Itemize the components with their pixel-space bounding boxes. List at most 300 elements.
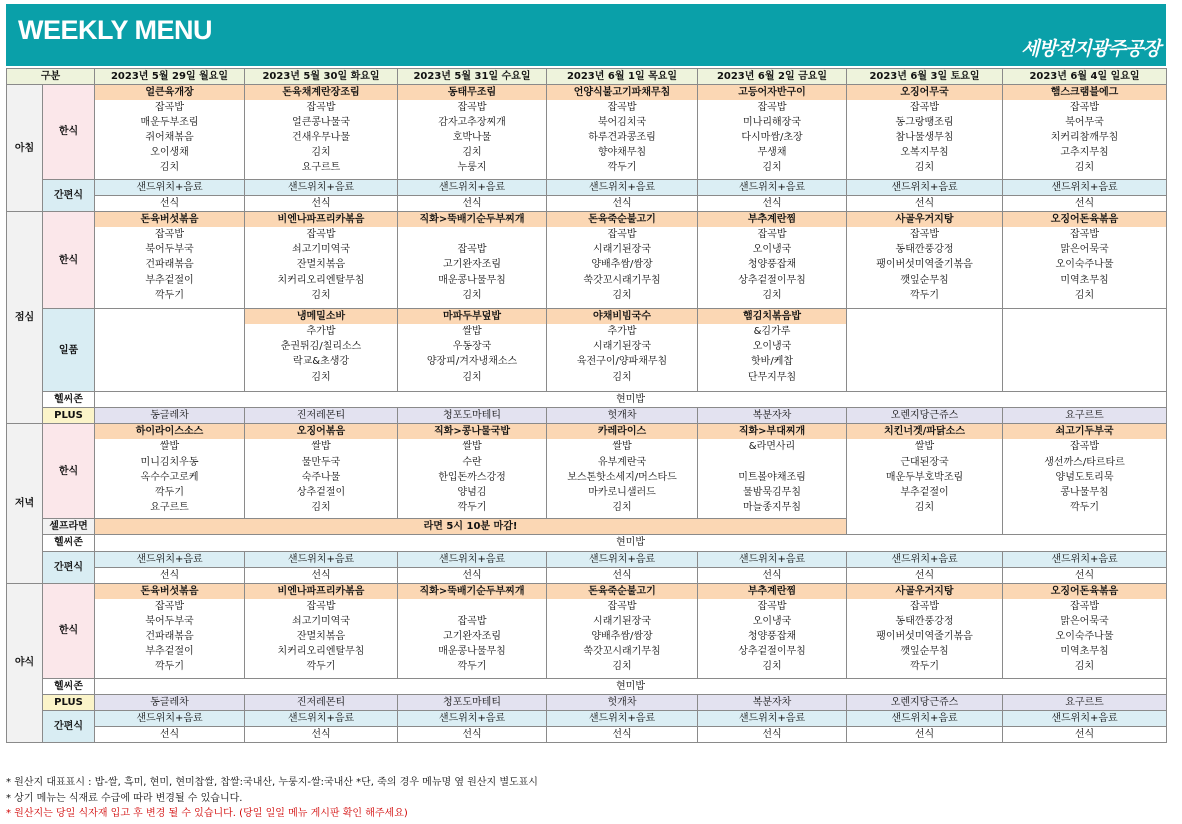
menu-item: 잡곡밥 [306,229,336,241]
menu-item: 미트볼야채조림 [738,471,806,483]
menu-item: 다시마쌈/초장 [741,132,803,144]
menu-item: 콩나물무침 [1060,486,1109,498]
menu-item: 깍두기 [457,661,487,673]
menu-item: 잡곡밥 [155,102,184,114]
plus-item: 진저레몬티 [245,694,398,710]
snack-item: 선식 [1003,567,1167,583]
menu-item: 양배추쌈/쌈장 [591,259,653,271]
menu-item: 유부계란국 [597,456,647,468]
healthzone-item: 현미밥 [95,392,1167,408]
day-header: 2023년 6월 3일 토요일 [847,69,1003,85]
menu-item: 하루견과콩조림 [588,132,656,144]
menu-item: 잡곡밥 [1070,441,1099,453]
main-dish: 고등어자반구이 [698,85,846,100]
menu-item: 요구르트 [301,162,341,174]
menu-item: 잡곡밥 [155,229,184,241]
menu-item: 북어무국 [1065,117,1104,129]
snack-item: 선식 [698,567,847,583]
menu-item: 시래기된장국 [593,615,651,627]
menu-item: 잡곡밥 [457,102,487,114]
snack-item: 선식 [698,196,847,212]
menu-item: 잡곡밥 [457,615,487,627]
category-snack: 간편식 [43,710,95,742]
main-dish: 돈육버섯볶음 [95,212,244,227]
lunch-korean-cell [1003,212,1167,309]
plus-item: 복분자차 [698,694,847,710]
main-dish: 야채비빔국수 [547,309,697,324]
menu-item: 미역초무침 [1060,274,1109,286]
menu-item: 김치 [462,289,482,301]
menu-item: 미역초무침 [1060,646,1109,658]
snack-item: 선식 [398,727,547,743]
menu-item [398,599,546,614]
snack-item: 샌드위치+음료 [847,710,1003,726]
snack-item: 샌드위치+음료 [547,180,698,196]
dinner-korean-cell [547,424,698,519]
snack-item: 선식 [547,567,698,583]
menu-item: 김치 [311,501,331,513]
menu-item: 잡곡밥 [1070,600,1099,612]
menu-item: 김치 [762,661,782,673]
main-dish: 카레라이스 [547,424,697,439]
menu-item: 쌀밥 [914,441,935,453]
menu-item: 깍두기 [910,661,939,673]
snack-item: 선식 [547,196,698,212]
plus-item: 동글레차 [95,408,245,424]
breakfast-korean-cell [1003,85,1167,180]
category-snack: 간편식 [43,551,95,583]
night-korean-cell [698,583,847,678]
category-plus: PLUS [43,408,95,424]
menu-item: 육전구이/양파채무침 [576,356,668,368]
night-korean-cell [847,583,1003,678]
snack-item: 샌드위치+음료 [398,180,547,196]
snack-item: 샌드위치+음료 [1003,180,1167,196]
snack-item: 선식 [698,727,847,743]
plus-item: 헛개차 [547,694,698,710]
menu-item: 김치 [159,162,180,174]
snack-item: 선식 [245,567,398,583]
main-dish: 햄스크램블에그 [1003,85,1166,100]
menu-item: 쇠고기미역국 [292,615,350,627]
main-dish: 냉메밀소바 [245,309,397,324]
menu-item: 부추겉절이 [145,646,194,658]
main-dish: 마파두부덮밥 [398,309,546,324]
breakfast-korean-cell [547,85,698,180]
menu-item: 청양풍잡채 [747,631,797,643]
menu-item: 김치 [1074,289,1095,301]
snack-item: 샌드위치+음료 [1003,710,1167,726]
menu-item: 청양풍잡채 [747,259,797,271]
meal-label-dinner: 저녁 [7,424,43,583]
lunch-ilpum-cell [245,309,398,392]
menu-item: 북어김치국 [597,117,647,129]
menu-item: 쌀밥 [462,441,482,453]
menu-item: 락교&초생강 [292,356,350,368]
main-dish: 오징어볶음 [245,424,397,439]
snack-item: 샌드위치+음료 [547,551,698,567]
main-dish: 돈육버섯볶음 [95,584,244,599]
menu-item: 무생채 [757,147,787,159]
snack-item: 선식 [847,727,1003,743]
plus-item: 헛개차 [547,408,698,424]
menu-item: 단무지무침 [747,371,797,383]
snack-item: 샌드위치+음료 [245,180,398,196]
main-dish: 돈육죽순불고기 [547,584,697,599]
snack-item: 샌드위치+음료 [847,551,1003,567]
menu-item: 치커리참깨무침 [1050,132,1119,144]
menu-item: 김치 [762,162,782,174]
snack-item: 선식 [245,727,398,743]
menu-item: 김치 [462,371,482,383]
page-title: WEEKLY MENU [18,15,213,45]
menu-item: 잡곡밥 [607,600,637,612]
menu-item: 잡곡밥 [910,229,939,241]
menu-item: 잡곡밥 [757,102,787,114]
snack-item: 샌드위치+음료 [95,180,245,196]
snack-item: 샌드위치+음료 [245,551,398,567]
menu-item: 추가밥 [306,326,336,338]
menu-item: 시래기된장국 [593,244,651,256]
menu-item: 잡곡밥 [457,244,487,256]
menu-item: 깻잎순무침 [900,274,949,286]
menu-item: 누룽지 [457,162,487,174]
category-healthzone: 헬씨존 [43,535,95,551]
menu-item: 김치 [762,289,782,301]
menu-item: 김치 [612,501,632,513]
main-dish: 비엔나파프리카볶음 [245,212,397,227]
menu-item: 상추겉절이무침 [738,646,806,658]
lunch-korean-cell [398,212,547,309]
menu-item: 오이생채 [150,147,189,159]
menu-item: 김치 [311,289,331,301]
snack-item: 샌드위치+음료 [698,710,847,726]
menu-item: 팽이버섯미역줄기볶음 [876,259,973,271]
menu-item: 잡곡밥 [306,102,336,114]
category-snack: 간편식 [43,180,95,212]
snack-item: 선식 [95,196,245,212]
menu-item: 김치 [914,162,935,174]
menu-item: 깍두기 [607,162,637,174]
menu-item: 미니김치우동 [140,456,199,468]
night-korean-cell [1003,583,1167,678]
lunch-korean-cell [547,212,698,309]
menu-item: 향야채무침 [597,147,647,159]
snack-item: 선식 [847,196,1003,212]
night-korean-cell [398,583,547,678]
category-healthzone: 헬씨존 [43,678,95,694]
meal-label-lunch: 점심 [7,212,43,424]
snack-item: 선식 [95,567,245,583]
category-korean: 한식 [43,583,95,678]
lunch-korean-cell [95,212,245,309]
day-header: 2023년 5월 31일 수요일 [398,69,547,85]
menu-item: 북어두부국 [145,244,194,256]
menu-item: 고기완자조림 [443,259,501,271]
snack-item: 샌드위치+음료 [398,710,547,726]
menu-item: 깍두기 [306,661,336,673]
menu-item: 매운콩나물무침 [438,646,506,658]
lunch-ilpum-cell [547,309,698,392]
brand-logo: 세방전지광주공장 [1021,38,1160,60]
menu-item: 근대된장국 [900,456,949,468]
lunch-ilpum-cell [95,309,245,392]
menu-item: 잡곡밥 [910,600,939,612]
snack-item: 선식 [547,727,698,743]
healthzone-item: 현미밥 [95,678,1167,694]
menu-item: 옥수수고로케 [140,471,199,483]
dinner-korean-cell [1003,424,1167,535]
menu-item: 김치 [1074,661,1095,673]
menu-item: 쌀밥 [612,441,632,453]
menu-item: 우동장국 [452,341,492,353]
menu-item: 물밤묵김무침 [743,486,801,498]
main-dish: 치킨너겟/파닭소스 [847,424,1002,439]
footnotes [6,775,538,822]
menu-item: 핫바/케찹 [751,356,794,368]
menu-item: 감자고추장찌개 [438,117,506,129]
category-korean: 한식 [43,424,95,519]
menu-item: 김치 [612,661,632,673]
menu-item: 보스톤핫소세지/머스타드 [567,471,677,483]
day-header: 2023년 5월 29일 월요일 [95,69,245,85]
menu-item: 오이냉국 [752,341,792,353]
menu-item: 동그랑땡조림 [895,117,954,129]
meal-label-breakfast: 아침 [7,85,43,212]
menu-item: 양념김 [457,486,487,498]
main-dish: 돈육죽순불고기 [547,212,697,227]
menu-item: 추가밥 [607,326,637,338]
menu-item: 쑥갓꼬시래기무침 [583,274,661,286]
menu-item: 부추겉절이 [145,274,194,286]
day-header: 2023년 6월 4일 일요일 [1003,69,1167,85]
dinner-korean-cell [245,424,398,519]
plus-item: 청포도마테티 [398,408,547,424]
snack-item: 샌드위치+음료 [95,710,245,726]
day-header: 2023년 6월 1일 목요일 [547,69,698,85]
menu-item: 매운두부조림 [140,117,199,129]
menu-item: 북어두부국 [145,615,194,627]
plus-item: 요구르트 [1003,694,1167,710]
menu-item: 깻잎순무침 [900,646,949,658]
snack-item: 샌드위치+음료 [1003,551,1167,567]
footnote-change: * 상기 메뉴는 식재료 수급에 따라 변경될 수 있습니다. [6,792,243,804]
menu-item: 상추겉절이무침 [738,274,806,286]
dinner-korean-cell [847,424,1003,535]
menu-item: 쌀밥 [462,326,482,338]
menu-item: 물만두국 [301,456,341,468]
main-dish: 언양식불고기파채무침 [547,85,697,100]
healthzone-item: 현미밥 [95,535,1167,551]
menu-item: 호박나물 [452,132,492,144]
main-dish: 하이라이스소스 [95,424,244,439]
menu-item: 건파래볶음 [145,631,194,643]
main-dish: 돈육채계란장조림 [245,85,397,100]
menu-item: 깍두기 [155,661,184,673]
menu-item: 부추겉절이 [900,486,949,498]
main-dish: 오징어무국 [847,85,1002,100]
menu-item: 얼큰콩나물국 [292,117,350,129]
main-dish: 사골우거지탕 [847,584,1002,599]
night-korean-cell [245,583,398,678]
menu-item: 치커리오리엔탈무침 [277,274,365,286]
menu-item: 깍두기 [457,501,487,513]
lunch-ilpum-cell [698,309,847,392]
snack-item: 샌드위치+음료 [95,551,245,567]
menu-item: 춘권튀김/칠리소스 [280,341,362,353]
plus-item: 오렌지당근쥬스 [847,694,1003,710]
menu-item: 오이냉국 [752,615,792,627]
main-dish: 얼큰육개장 [95,85,244,100]
menu-item: &라면사리 [748,441,796,453]
day-header: 2023년 5월 30일 화요일 [245,69,398,85]
menu-item: 양장피/겨자냉채소스 [426,356,518,368]
night-korean-cell [547,583,698,678]
main-dish: 오징어돈육볶음 [1003,212,1166,227]
lunch-ilpum-cell [847,309,1003,392]
menu-item: 오이숙주나물 [1055,631,1114,643]
menu-item: 매운콩나물무침 [438,274,506,286]
menu-item: 잡곡밥 [155,600,184,612]
menu-item: 잡곡밥 [757,600,787,612]
lunch-ilpum-cell [398,309,547,392]
main-dish: 햄김치볶음밥 [698,309,846,324]
snack-item: 선식 [398,196,547,212]
main-dish: 쇠고기두부국 [1003,424,1166,439]
menu-item: 동태깐풍강정 [895,244,954,256]
meal-label-night: 야식 [7,583,43,742]
plus-item: 청포도마테티 [398,694,547,710]
dinner-korean-cell [95,424,245,519]
menu-item: 숙주나물 [301,471,341,483]
weekly-menu-table [6,68,1167,743]
breakfast-korean-cell [698,85,847,180]
snack-item: 샌드위치+음료 [398,551,547,567]
breakfast-korean-cell [398,85,547,180]
category-korean: 한식 [43,212,95,309]
main-dish: 오징어돈육볶음 [1003,584,1166,599]
menu-item: 맑은어묵국 [1060,615,1109,627]
menu-item: 쥐어채볶음 [145,132,194,144]
snack-item: 선식 [398,567,547,583]
menu-item: 잡곡밥 [607,229,637,241]
main-dish: 직화>뚝배기순두부찌개 [398,584,546,599]
menu-item: 오복지무침 [900,147,949,159]
category-korean: 한식 [43,85,95,180]
menu-item: 시래기된장국 [593,341,651,353]
column-header-gubun: 구분 [7,69,95,85]
snack-item: 선식 [1003,196,1167,212]
menu-item: 김치 [311,147,331,159]
menu-item: 잡곡밥 [757,229,787,241]
menu-item: 잡곡밥 [1070,102,1099,114]
menu-item: 팽이버섯미역줄기볶음 [876,631,973,643]
plus-item: 진저레몬티 [245,408,398,424]
dinner-korean-cell [398,424,547,519]
snack-item: 샌드위치+음료 [547,710,698,726]
main-dish: 부추계란찜 [698,212,846,227]
lunch-korean-cell [698,212,847,309]
snack-item: 선식 [847,567,1003,583]
main-dish: 부추계란찜 [698,584,846,599]
main-dish: 동태무조림 [398,85,546,100]
menu-item: 쑥갓꼬시래기무침 [583,646,661,658]
snack-item: 샌드위치+음료 [698,551,847,567]
snack-item: 선식 [1003,727,1167,743]
menu-item: 상추겉절이 [296,486,346,498]
snack-item: 샌드위치+음료 [698,180,847,196]
menu-item: 한입돈까스강정 [438,471,506,483]
menu-item: 잡곡밥 [910,102,939,114]
menu-item: 깍두기 [910,289,939,301]
plus-item: 요구르트 [1003,408,1167,424]
footnote-origin: * 원산지 대표표시 : 밥-쌀, 흑미, 현미, 현미찹쌀, 찹쌀:국내산, 누룽지-쌀:국내산 *단, 죽의 경우 메뉴명 옆 원산지 별도표시 [6,777,538,788]
menu-item: 미나리해장국 [743,117,801,129]
breakfast-korean-cell [245,85,398,180]
snack-item: 샌드위치+음료 [847,180,1003,196]
menu-item: 오이냉국 [752,244,792,256]
menu-item: 건파래볶음 [145,259,194,271]
menu-item: 수란 [462,456,482,468]
plus-item: 복분자차 [698,408,847,424]
header-banner [6,4,1166,66]
menu-item: 쌀밥 [311,441,331,453]
lunch-korean-cell [245,212,398,309]
menu-item: &김가루 [753,326,791,338]
menu-item: 잔멸치볶음 [296,631,346,643]
menu-item: 김치 [1074,162,1095,174]
menu-item: 건새우무나물 [292,132,350,144]
menu-item: 고기완자조림 [443,631,501,643]
menu-item: 마카로니샐러드 [588,486,656,498]
category-selframen: 셀프라면 [43,519,95,535]
menu-item: 생선까스/타르타르 [1044,456,1125,468]
menu-item: 고추지무침 [1060,147,1109,159]
lunch-korean-cell [847,212,1003,309]
main-dish: 직화>콩나물국밥 [398,424,546,439]
menu-item: 쇠고기미역국 [292,244,350,256]
menu-item: 김치 [462,147,482,159]
menu-item: 김치 [612,371,632,383]
footnote-warning: * 원산지는 당일 식자재 입고 후 변경 될 수 있습니다. (당일 일일 메뉴 게시판 확인 해주세요) [6,808,408,819]
menu-item: 잡곡밥 [1070,229,1099,241]
menu-item: 김치 [311,371,331,383]
menu-item: 요구르트 [150,501,189,513]
main-dish: 직화>뚝배기순두부찌개 [398,212,546,227]
menu-item: 깍두기 [155,486,184,498]
menu-item: 참나물생무침 [895,132,954,144]
menu-item: 맑은어묵국 [1060,244,1109,256]
day-header: 2023년 6월 2일 금요일 [698,69,847,85]
category-plus: PLUS [43,694,95,710]
menu-item: 동태깐풍강정 [895,615,954,627]
dinner-korean-cell [698,424,847,519]
snack-item: 샌드위치+음료 [245,710,398,726]
menu-item [698,455,846,470]
main-dish: 직화>부대찌개 [698,424,846,439]
lunch-ilpum-cell [1003,309,1167,392]
menu-item: 깍두기 [155,289,184,301]
menu-item [398,227,546,242]
plus-item: 오렌지당근쥬스 [847,408,1003,424]
snack-item: 선식 [245,196,398,212]
menu-item: 잔멸치볶음 [296,259,346,271]
night-korean-cell [95,583,245,678]
plus-item: 동글레차 [95,694,245,710]
menu-item: 잡곡밥 [306,600,336,612]
menu-item: 김치 [914,501,935,513]
snack-item: 선식 [95,727,245,743]
